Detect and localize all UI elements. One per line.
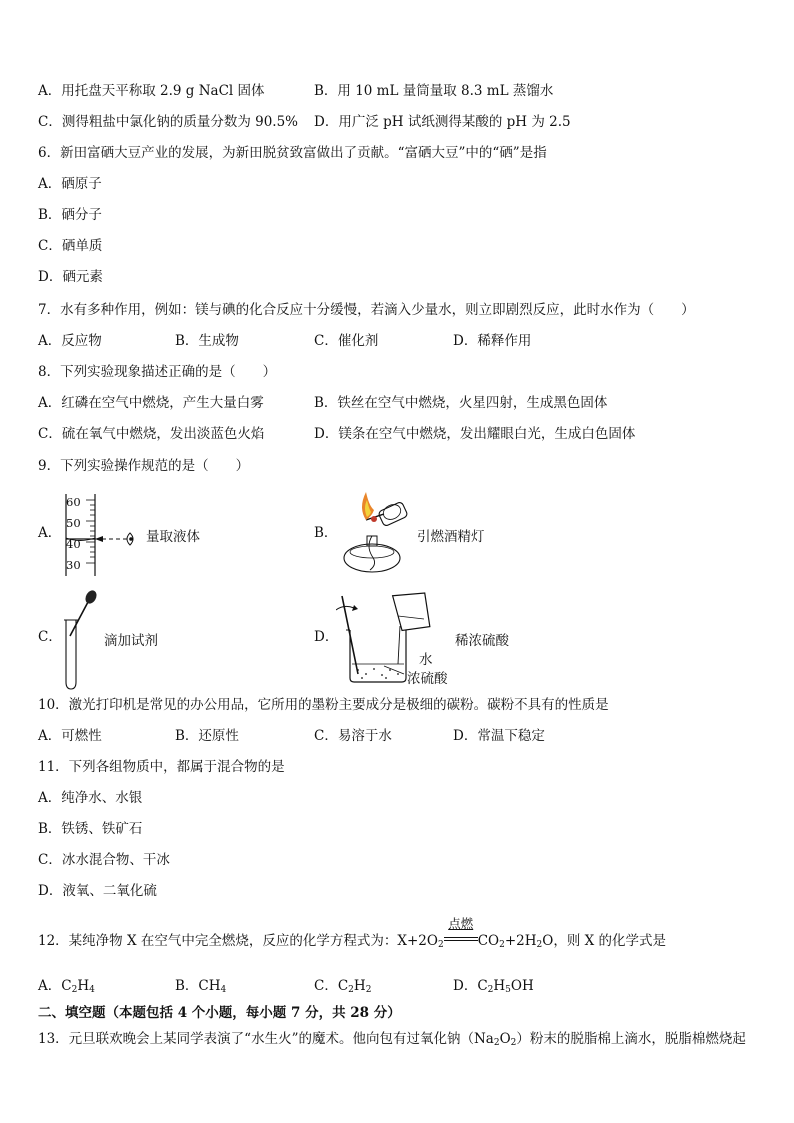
- q11-option-d: D．液氧、二氧化硫: [38, 883, 157, 899]
- q8-option-a: A．红磷在空气中燃烧，产生大量白雾: [38, 395, 264, 411]
- q9-option-a-label: 量取液体: [146, 529, 200, 545]
- tick-label-50: 50: [66, 516, 81, 530]
- eq-r1-sub: 2: [499, 940, 505, 950]
- q8-stem: 8．下列实验现象描述正确的是（ ）: [38, 364, 277, 380]
- q11-option-b: B．铁锈、铁矿石: [38, 821, 143, 837]
- q12-option-b: B．$CH_4$: [175, 978, 227, 995]
- q11-stem: 11．下列各组物质中，都属于混合物的是: [38, 759, 285, 775]
- tick-label-30: 30: [66, 558, 81, 572]
- q7-option-b: B．生成物: [175, 333, 239, 349]
- alcohol-lamp-figure: [336, 486, 416, 576]
- q6-option-a: A．硒原子: [38, 176, 102, 192]
- q6-stem: 6．新田富硒大豆产业的发展，为新田脱贫致富做出了贡献。“富硒大豆”中的“硒”是指: [38, 145, 547, 161]
- q12-stem-pre: 12．某纯净物 X 在空气中完全燃烧，反应的化学方程式为：: [38, 933, 398, 949]
- q9-option-b-label: 引燃酒精灯: [417, 529, 485, 545]
- q12-stem: [38, 916, 667, 954]
- eq-condition: 点燃: [448, 916, 474, 931]
- q11-option-a: A．纯净水、水银: [38, 790, 143, 806]
- q10-stem: 10．激光打印机是常见的办公用品，它所用的墨粉主要成分是极细的碳粉。碳粉不具有的性质是: [38, 697, 609, 713]
- q8-option-c: C．硫在氧气中燃烧，发出淡蓝色火焰: [38, 426, 265, 442]
- water-label: 水: [419, 652, 433, 668]
- eq-left-sub: 2: [437, 940, 444, 950]
- q6-option-d: D．硒元素: [38, 269, 103, 285]
- q5-option-a: A．用托盘天平称取 2.9 g NaCl 固体: [38, 83, 265, 99]
- q9-option-d-letter: D．: [314, 629, 339, 645]
- q10-option-d: D．常温下稳定: [453, 728, 545, 744]
- q10-option-c: C．易溶于水: [314, 728, 392, 744]
- q5-option-c: C．测得粗盐中氯化钠的质量分数为 90.5%: [38, 114, 299, 130]
- q12-option-a: A．$C_2H_4$: [38, 978, 95, 995]
- q12-equation: [397, 916, 554, 954]
- concentrated-acid-label: 浓硫酸: [407, 671, 448, 687]
- q9-stem: 9．下列实验操作规范的是（ ）: [38, 458, 250, 474]
- q13-stem: 13．元旦联欢晚会上某同学表演了“水生火”的魔术。他向包有过氧化钠$(Na_2O_2)$粉末的脱脂棉上滴水，脱脂棉燃烧起: [38, 1031, 746, 1048]
- q5-option-b: B．用 10 mL 量筒量取 8.3 mL 蒸馏水: [314, 83, 554, 99]
- dropper-test-tube-figure: [58, 590, 108, 690]
- q9-option-a-letter: A．: [38, 525, 62, 541]
- q12-option-d: D．$C_2H_5OH$: [453, 978, 534, 995]
- q12-option-c: C．$C_2H_2$: [314, 978, 372, 995]
- eq-r2-sub: 2: [536, 940, 543, 950]
- tick-label-40: 40: [66, 537, 81, 551]
- q11-option-c: C．冰水混合物、干冰: [38, 852, 170, 868]
- q9-option-c-letter: C．: [38, 629, 62, 645]
- eq-r1: CO: [477, 933, 500, 949]
- q12-stem-post: ，则 X 的化学式是: [553, 933, 667, 949]
- q7-option-c: C．催化剂: [314, 333, 379, 349]
- section-heading-fill-in: 二、填空题（本题包括 4 个小题，每小题 7 分，共 28 分）: [38, 1005, 401, 1021]
- tick-label-60: 60: [66, 495, 81, 509]
- q10-option-b: B．还原性: [175, 728, 239, 744]
- q10-option-a: A．可燃性: [38, 728, 102, 744]
- q9-option-b-letter: B．: [314, 525, 338, 541]
- q7-option-a: A．反应物: [38, 333, 102, 349]
- q5-option-d: D．用广泛 pH 试纸测得某酸的 pH 为 2.5: [314, 114, 571, 130]
- q7-option-d: D．稀释作用: [453, 333, 532, 349]
- q6-option-c: C．硒单质: [38, 238, 103, 254]
- eq-r3: O: [542, 933, 554, 949]
- q6-option-b: B．硒分子: [38, 207, 102, 223]
- q9-option-c-label: 滴加试剂: [104, 633, 158, 649]
- q8-option-d: D．镁条在空气中燃烧，发出耀眼白光，生成白色固体: [314, 426, 636, 442]
- eq-arrow: [444, 916, 478, 945]
- q9-option-d-label: 稀浓硫酸: [455, 633, 509, 649]
- q8-option-b: B．铁丝在空气中燃烧，火星四射，生成黑色固体: [314, 395, 608, 411]
- eq-left: X+2O: [397, 933, 438, 949]
- eq-r2: +2H: [504, 933, 537, 949]
- q7-stem: 7．水有多种作用，例如：镁与碘的化合反应十分缓慢，若滴入少量水，则立即剧烈反应，此时水作为（ ）: [38, 302, 695, 318]
